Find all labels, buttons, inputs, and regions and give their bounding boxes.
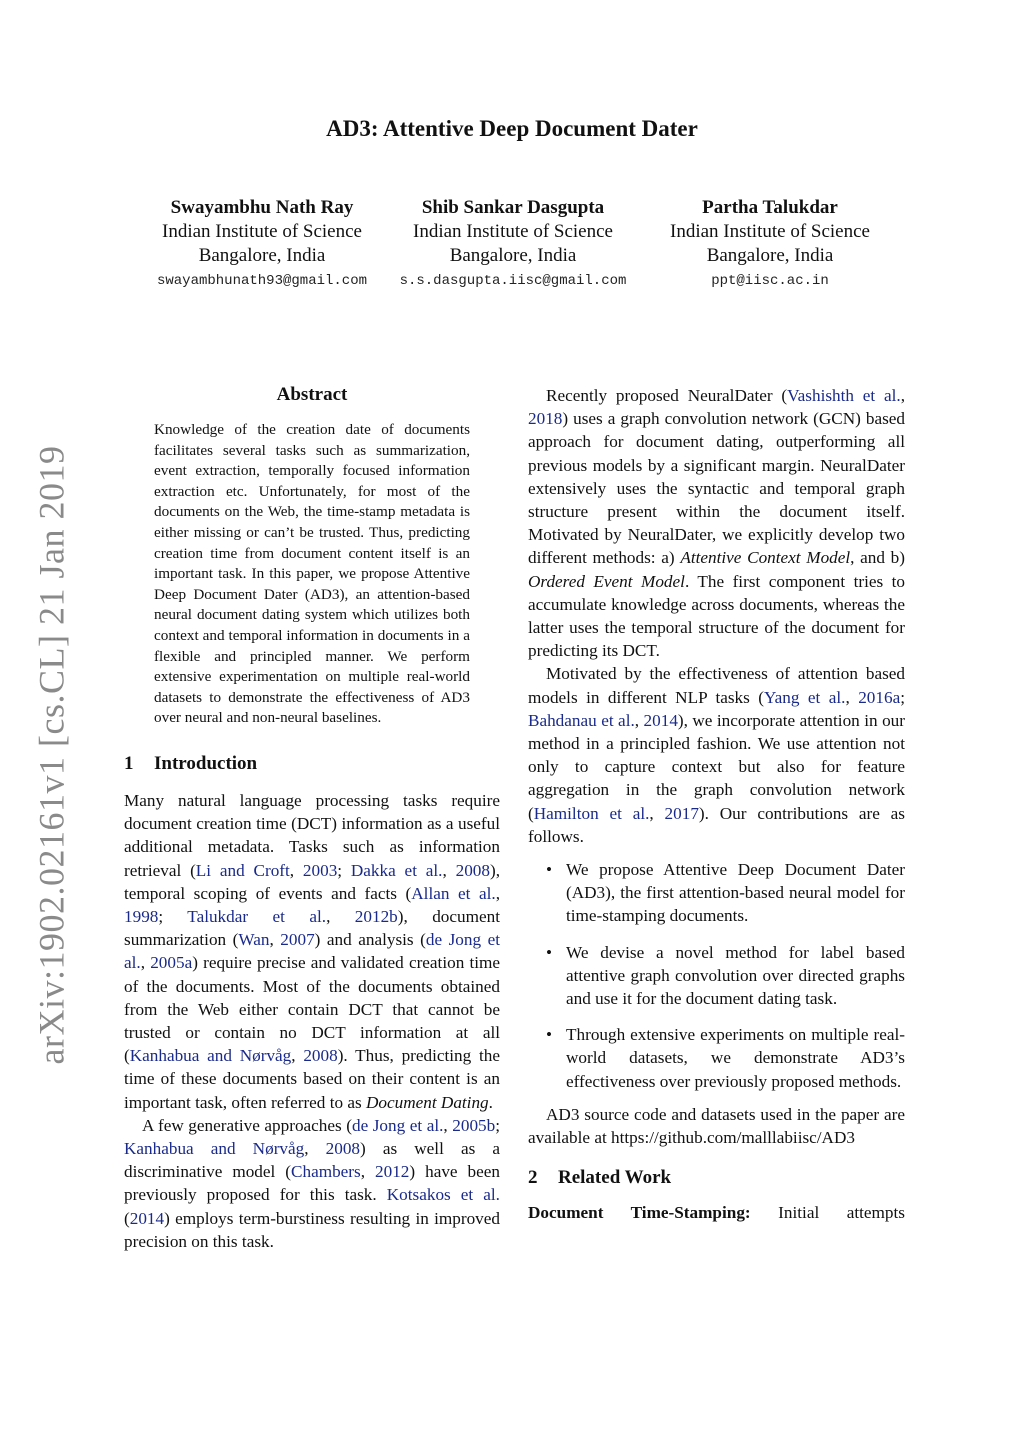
citation-link[interactable]: 2014 xyxy=(129,1208,165,1228)
right-paragraph-2 xyxy=(528,662,905,848)
citation-link[interactable]: 2008 xyxy=(303,1046,338,1066)
author-location: Bangalore, India xyxy=(706,245,834,266)
list-item-text: We devise a novel method for label based attentive graph convolution over directed graphs and use it for the document dating task. xyxy=(566,942,905,1009)
citation-link[interactable]: Talukdar et al. xyxy=(187,906,327,926)
citation-link[interactable]: Kotsakos et al. xyxy=(386,1185,500,1205)
citation-link[interactable]: 2014 xyxy=(643,710,678,730)
text-run: , xyxy=(360,1162,376,1182)
text-run: , xyxy=(140,953,151,973)
citation-link[interactable]: 2008 xyxy=(325,1138,361,1158)
text-run: A few generative approaches ( xyxy=(142,1115,352,1135)
abstract-text: Knowledge of the creation date of documents facilitates several tasks such as summarization, event extraction, temporally focused information extraction etc. Unfortunately, for most of the documents on the Web, the time-stamp metadata is either missing or can’t be trusted. Thus, predicting creation time from document content itself is an important task. In this paper, we propose Attentive Deep Document Dater (AD3), an attention-based neural document dating system which utilizes both context and temporal information in documents in a flexible and principled manner. We perform extensive experimentation on multiple real-world datasets to demonstrate the effectiveness of AD3 over neural and non-neural baselines. xyxy=(154,421,470,727)
author-location: Bangalore, India xyxy=(198,245,326,266)
list-item xyxy=(528,941,905,1011)
citation-link[interactable]: 2005a xyxy=(150,953,193,973)
citation-link[interactable]: Vashishth et al. xyxy=(787,386,901,405)
text-run: Motivated by the effectiveness of attention based models in different NLP tasks ( xyxy=(528,664,905,707)
text-run: Many natural language processing tasks require document creation time (DCT) information as a useful additional metadata. Tasks such as information retrieval ( xyxy=(124,790,500,880)
citation-link[interactable]: Kanhabua and Nørvåg xyxy=(129,1046,292,1066)
author-affiliation: Indian Institute of Science xyxy=(413,221,613,242)
text-run: , and b) xyxy=(850,548,905,568)
abstract-heading: Abstract xyxy=(276,384,348,405)
code-url-link[interactable]: https://github.com/malllabiisc/AD3 xyxy=(611,1128,855,1148)
list-item-text: We propose Attentive Deep Document Dater (AD3), the first attention-based neural model for time-stamping documents. xyxy=(566,860,905,926)
text-run: ) as well as a discriminative model ( xyxy=(124,1138,500,1182)
text-run: . xyxy=(488,1092,493,1112)
text-run: , xyxy=(291,1046,304,1066)
citation-link[interactable]: Allan et al. xyxy=(411,883,496,903)
text-run: ; xyxy=(158,906,188,926)
bullet-icon: • xyxy=(546,860,553,880)
list-item xyxy=(528,1023,905,1093)
text-run: , xyxy=(495,883,500,903)
author-location: Bangalore, India xyxy=(449,245,577,266)
bullet-icon: • xyxy=(546,942,553,962)
text-run: ) uses a graph convolution network (GCN) based approach for document dating, outperforming all previous models by a significant margin. NeuralDater extensively uses the syntactic and temporal graph structure present within the document itself. Motivated by NeuralDater, we explicitly develop two different methods: a) xyxy=(528,409,905,568)
author-affiliation: Indian Institute of Science xyxy=(670,221,870,242)
section-title: Related Work xyxy=(558,1167,672,1189)
section-title: Introduction xyxy=(154,752,258,774)
author-email[interactable]: s.s.dasgupta.iisc@gmail.com xyxy=(399,273,627,289)
text-run: , xyxy=(443,1115,453,1135)
text-run: ; xyxy=(900,687,905,707)
citation-link[interactable]: Chambers xyxy=(291,1162,361,1182)
bullet-icon: • xyxy=(546,1025,553,1045)
text-run: , xyxy=(900,386,905,405)
text-run: ) employs term-burstiness resulting in improved precision on this task. xyxy=(124,1208,500,1251)
citation-link[interactable]: Dakka et al. xyxy=(350,860,443,880)
contributions-list xyxy=(528,858,905,1093)
citation-link[interactable]: Kanhabua and Nørvåg xyxy=(124,1138,305,1158)
text-run: , xyxy=(845,687,859,707)
citation-link[interactable]: Yang et al. xyxy=(763,687,846,707)
author-name: Swayambhu Nath Ray xyxy=(170,197,354,218)
citation-link[interactable]: 2008 xyxy=(455,860,490,880)
author-2 xyxy=(383,196,643,294)
author-name: Partha Talukdar xyxy=(702,197,838,218)
text-run: ), document summarization ( xyxy=(124,906,500,950)
citation-link[interactable]: 2016a xyxy=(858,687,901,707)
text-run: ( xyxy=(124,1208,130,1228)
emphasis-text: Attentive Context Model xyxy=(680,548,851,568)
citation-link[interactable]: 2012b xyxy=(354,906,398,926)
author-1 xyxy=(132,196,392,294)
text-run: ; xyxy=(495,1115,500,1135)
citation-link[interactable]: Hamilton et al. xyxy=(533,803,650,823)
left-column xyxy=(124,384,500,1253)
text-run: ) require precise and validated creation time of the documents. Most of the documents obtained from the Web either contain DCT that cannot be trusted or contain no DCT information at all ( xyxy=(124,953,501,1066)
author-email[interactable]: ppt@iisc.ac.in xyxy=(711,273,829,289)
citation-link[interactable]: de Jong et al. xyxy=(351,1115,444,1135)
text-run: , xyxy=(649,803,665,823)
arxiv-side-label: arXiv:1902.02161v1 [cs.CL] 21 Jan 2019 xyxy=(31,445,71,1065)
paragraph-lead: Document Time-Stamping: xyxy=(528,1203,751,1223)
intro-paragraph-2 xyxy=(124,1114,500,1253)
text-run: ) and analysis ( xyxy=(314,930,426,950)
text-run: Initial attempts xyxy=(778,1203,905,1223)
text-run: , xyxy=(634,710,644,730)
text-run: ; xyxy=(337,860,351,880)
related-work-paragraph xyxy=(528,1201,905,1224)
text-run: AD3 source code and datasets used in the paper are available at xyxy=(528,1104,905,1148)
author-name: Shib Sankar Dasgupta xyxy=(421,197,605,218)
section-number: 1 xyxy=(124,752,134,774)
citation-link[interactable]: 2007 xyxy=(280,930,315,950)
citation-link[interactable]: 1998 xyxy=(124,906,159,926)
text-run: , xyxy=(326,906,355,926)
text-run: ), we incorporate attention in our method in a principled fashion. We use attention not only to capture context but also for feature aggregation in the graph convolution network ( xyxy=(528,710,905,823)
section-heading-introduction xyxy=(124,753,500,775)
paper-title: AD3: Attentive Deep Document Dater xyxy=(326,116,698,141)
author-affiliation: Indian Institute of Science xyxy=(162,221,362,242)
list-item xyxy=(528,858,905,928)
citation-link[interactable]: 2017 xyxy=(664,803,699,823)
text-run: ) have been previously proposed for this task. xyxy=(124,1162,500,1205)
intro-paragraph-1 xyxy=(124,789,500,1114)
text-run: , xyxy=(442,860,456,880)
text-run: Recently proposed NeuralDater ( xyxy=(546,386,788,405)
code-availability-paragraph xyxy=(528,1103,905,1149)
citation-link[interactable]: 2018 xyxy=(528,409,563,429)
right-column xyxy=(528,384,905,1225)
text-run: , xyxy=(289,860,303,880)
right-paragraph-1 xyxy=(528,384,905,662)
citation-link[interactable]: Li and Croft xyxy=(195,860,290,880)
citation-link[interactable]: 2012 xyxy=(375,1162,410,1182)
text-run: ). Our contributions are as follows. xyxy=(528,803,905,846)
list-item-text: Through extensive experiments on multiple real-world datasets, we demonstrate AD3’s effectiveness over previously proposed methods. xyxy=(566,1025,905,1091)
text-run: . The first component tries to accumulate knowledge across documents, whereas the latter uses the temporal structure of the document for predicting its DCT. xyxy=(528,571,905,661)
emphasis-text: Ordered Event Model xyxy=(528,571,685,591)
citation-link[interactable]: Wan xyxy=(238,930,270,950)
citation-link[interactable]: 2003 xyxy=(302,860,338,880)
citation-link[interactable]: 2005b xyxy=(452,1115,496,1135)
emphasis-text: Document Dating xyxy=(365,1092,489,1112)
citation-link[interactable]: de Jong et al. xyxy=(124,930,501,973)
citation-link[interactable]: Bahdanau et al. xyxy=(528,710,635,730)
section-number: 2 xyxy=(528,1167,538,1189)
text-run: , xyxy=(304,1138,326,1158)
section-heading-related-work xyxy=(528,1167,905,1189)
author-3 xyxy=(640,196,900,294)
text-run: ). Thus, predicting the time of these documents based on their content is an important task, often referred to as xyxy=(124,1046,500,1112)
text-run: , xyxy=(269,930,281,950)
author-email[interactable]: swayambhunath93@gmail.com xyxy=(156,273,368,289)
text-run: ), temporal scoping of events and facts ( xyxy=(124,860,501,903)
